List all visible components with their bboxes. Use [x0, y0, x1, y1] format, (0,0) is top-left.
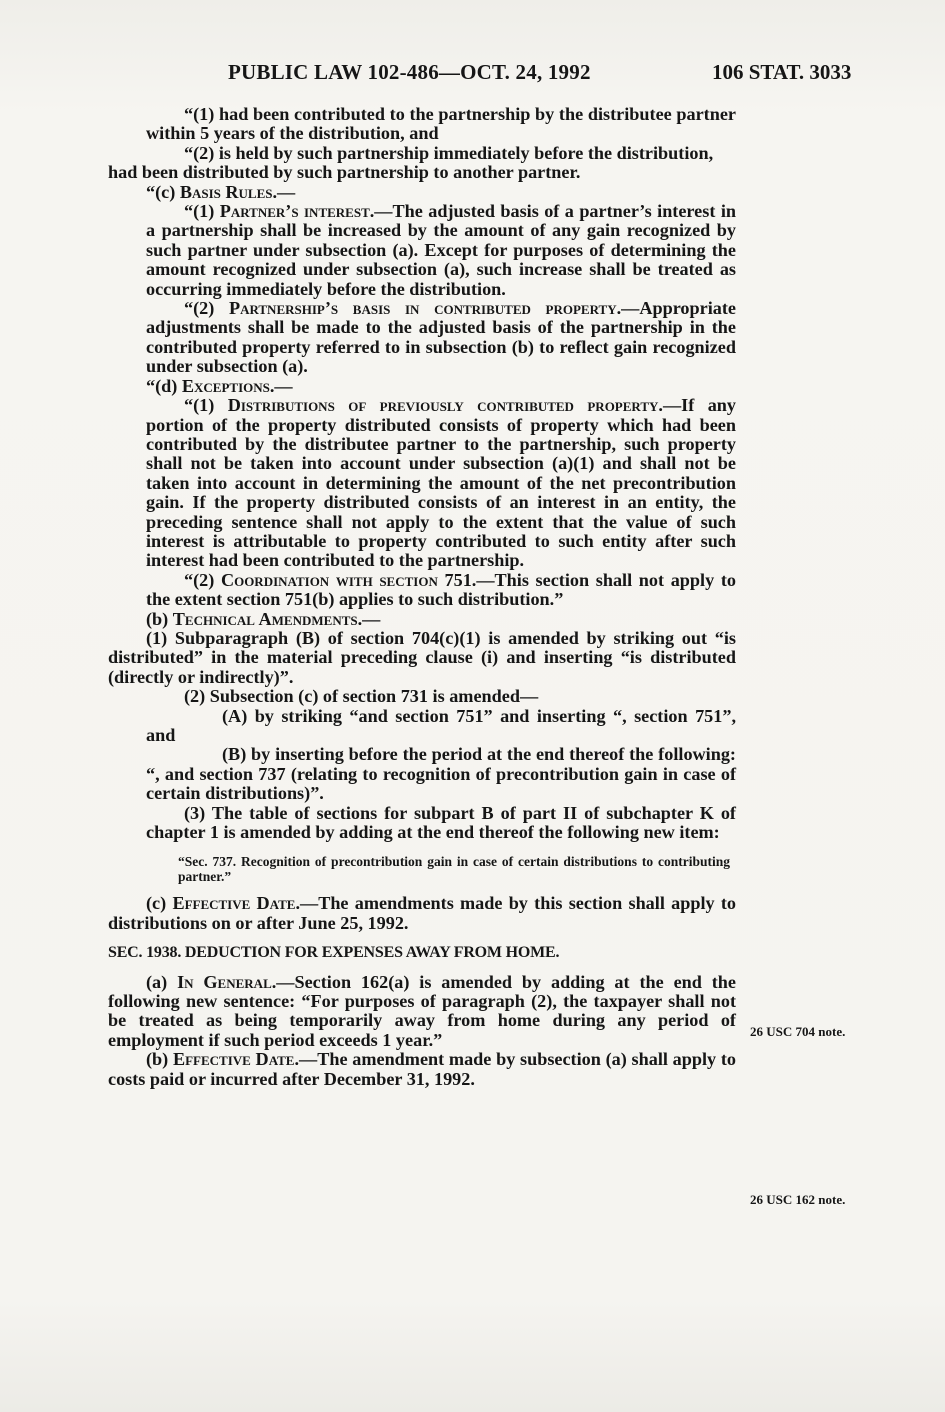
running-title: PUBLIC LAW 102-486—OCT. 24, 1992: [228, 60, 591, 84]
paragraph-c-effective-date: (c) Effective Date.—The amendments made by this section shall apply to distributions on or after June 25, 1992.: [108, 893, 736, 933]
margin-note-162: 26 USC 162 note.: [750, 1192, 846, 1207]
document-body: [108, 105, 736, 1089]
paragraph-d2: “(2) Coordination with section 751.—This section shall not apply to the extent section 751(b) applies to such distribution.”: [146, 569, 736, 610]
paragraph-b2A: (A) by striking “and section 751” and inserting “, section 751”, and: [146, 705, 736, 745]
subsection-d-heading: “(d) Exceptions.—: [146, 375, 293, 396]
paragraph-b1: (1) Subparagraph (B) of section 704(c)(1) is amended by striking out “is distributed” in the material preceding clause (i) and inserting “is distributed (directly or indirectly)”.: [108, 627, 736, 687]
statute-page-number: 106 STAT. 3033: [712, 60, 852, 84]
paragraph-b-effective-date: (b) Effective Date.—The amendment made by subsection (a) shall apply to costs paid or incurred after December 31, 1992.: [108, 1049, 736, 1089]
subsection-c-heading: “(c) Basis Rules.—: [146, 181, 296, 202]
paragraph-d1: “(1) Distributions of previously contributed property.—If any portion of the property distributed consists of property which had been contributed by the distributee partner to the partnership, such property shall not be taken into account under subsection (a)(1) and shall not be taken into account in determining the amount of the net precontribution gain. If the property distributed consists of an interest in an entity, the preceding sentence shall not apply to the extent that the value of such interest is attributable to property contributed to such entity after such interest had been contributed to the partnership.: [146, 395, 736, 571]
paragraph-b2: (2) Subsection (c) of section 731 is amended—: [184, 686, 539, 707]
paragraph-3: had been distributed by such partnership to another partner.: [108, 162, 581, 183]
paragraph-2: “(2) is held by such partnership immediately before the distribution,: [184, 142, 714, 163]
paragraph-c2: “(2) Partnership’s basis in contributed property.—Appropriate adjustments shall be made to the adjusted basis of the partnership in the contributed property referred to in subsection (b) to reflect gain recognized under subsection (a).: [146, 298, 736, 377]
section-heading: SEC. 1938. DEDUCTION FOR EXPENSES AWAY FROM HOME.: [108, 944, 560, 962]
subsection-b-heading: (b) Technical Amendments.—: [146, 608, 381, 629]
table-of-sections-item: “Sec. 737. Recognition of precontribution gain in case of certain distributions to contributing partner.”: [178, 854, 730, 885]
page-header: [0, 60, 945, 90]
paragraph-1: “(1) had been contributed to the partnership by the distributee partner within 5 years of the distribution, and: [146, 104, 736, 144]
paragraph-a-in-general: (a) In General.—Section 162(a) is amended by adding at the end the following new sentence: “For purposes of paragraph (2), the taxpayer shall not be treated as being temporarily away from home during any period of employment if such period exceeds 1 year.”: [108, 971, 736, 1050]
paragraph-c1: “(1) Partner’s interest.—The adjusted basis of a partner’s interest in a partnership shall be increased by the amount of any gain recognized by such partner under subsection (a). Except for purposes of determining the amount recognized under subsection (a), such increase shall be treated as occurring immediately before the distribution.: [146, 201, 736, 299]
paragraph-b2B: (B) by inserting before the period at the end thereof the following: “, and section 737 (relating to recognition of precontribution gain in case of certain distributions)”.: [146, 744, 736, 804]
paragraph-b3: (3) The table of sections for subpart B of part II of subchapter K of chapter 1 is amended by adding at the end thereof the following new item:: [146, 802, 736, 843]
margin-note-704: 26 USC 704 note.: [750, 1024, 846, 1039]
